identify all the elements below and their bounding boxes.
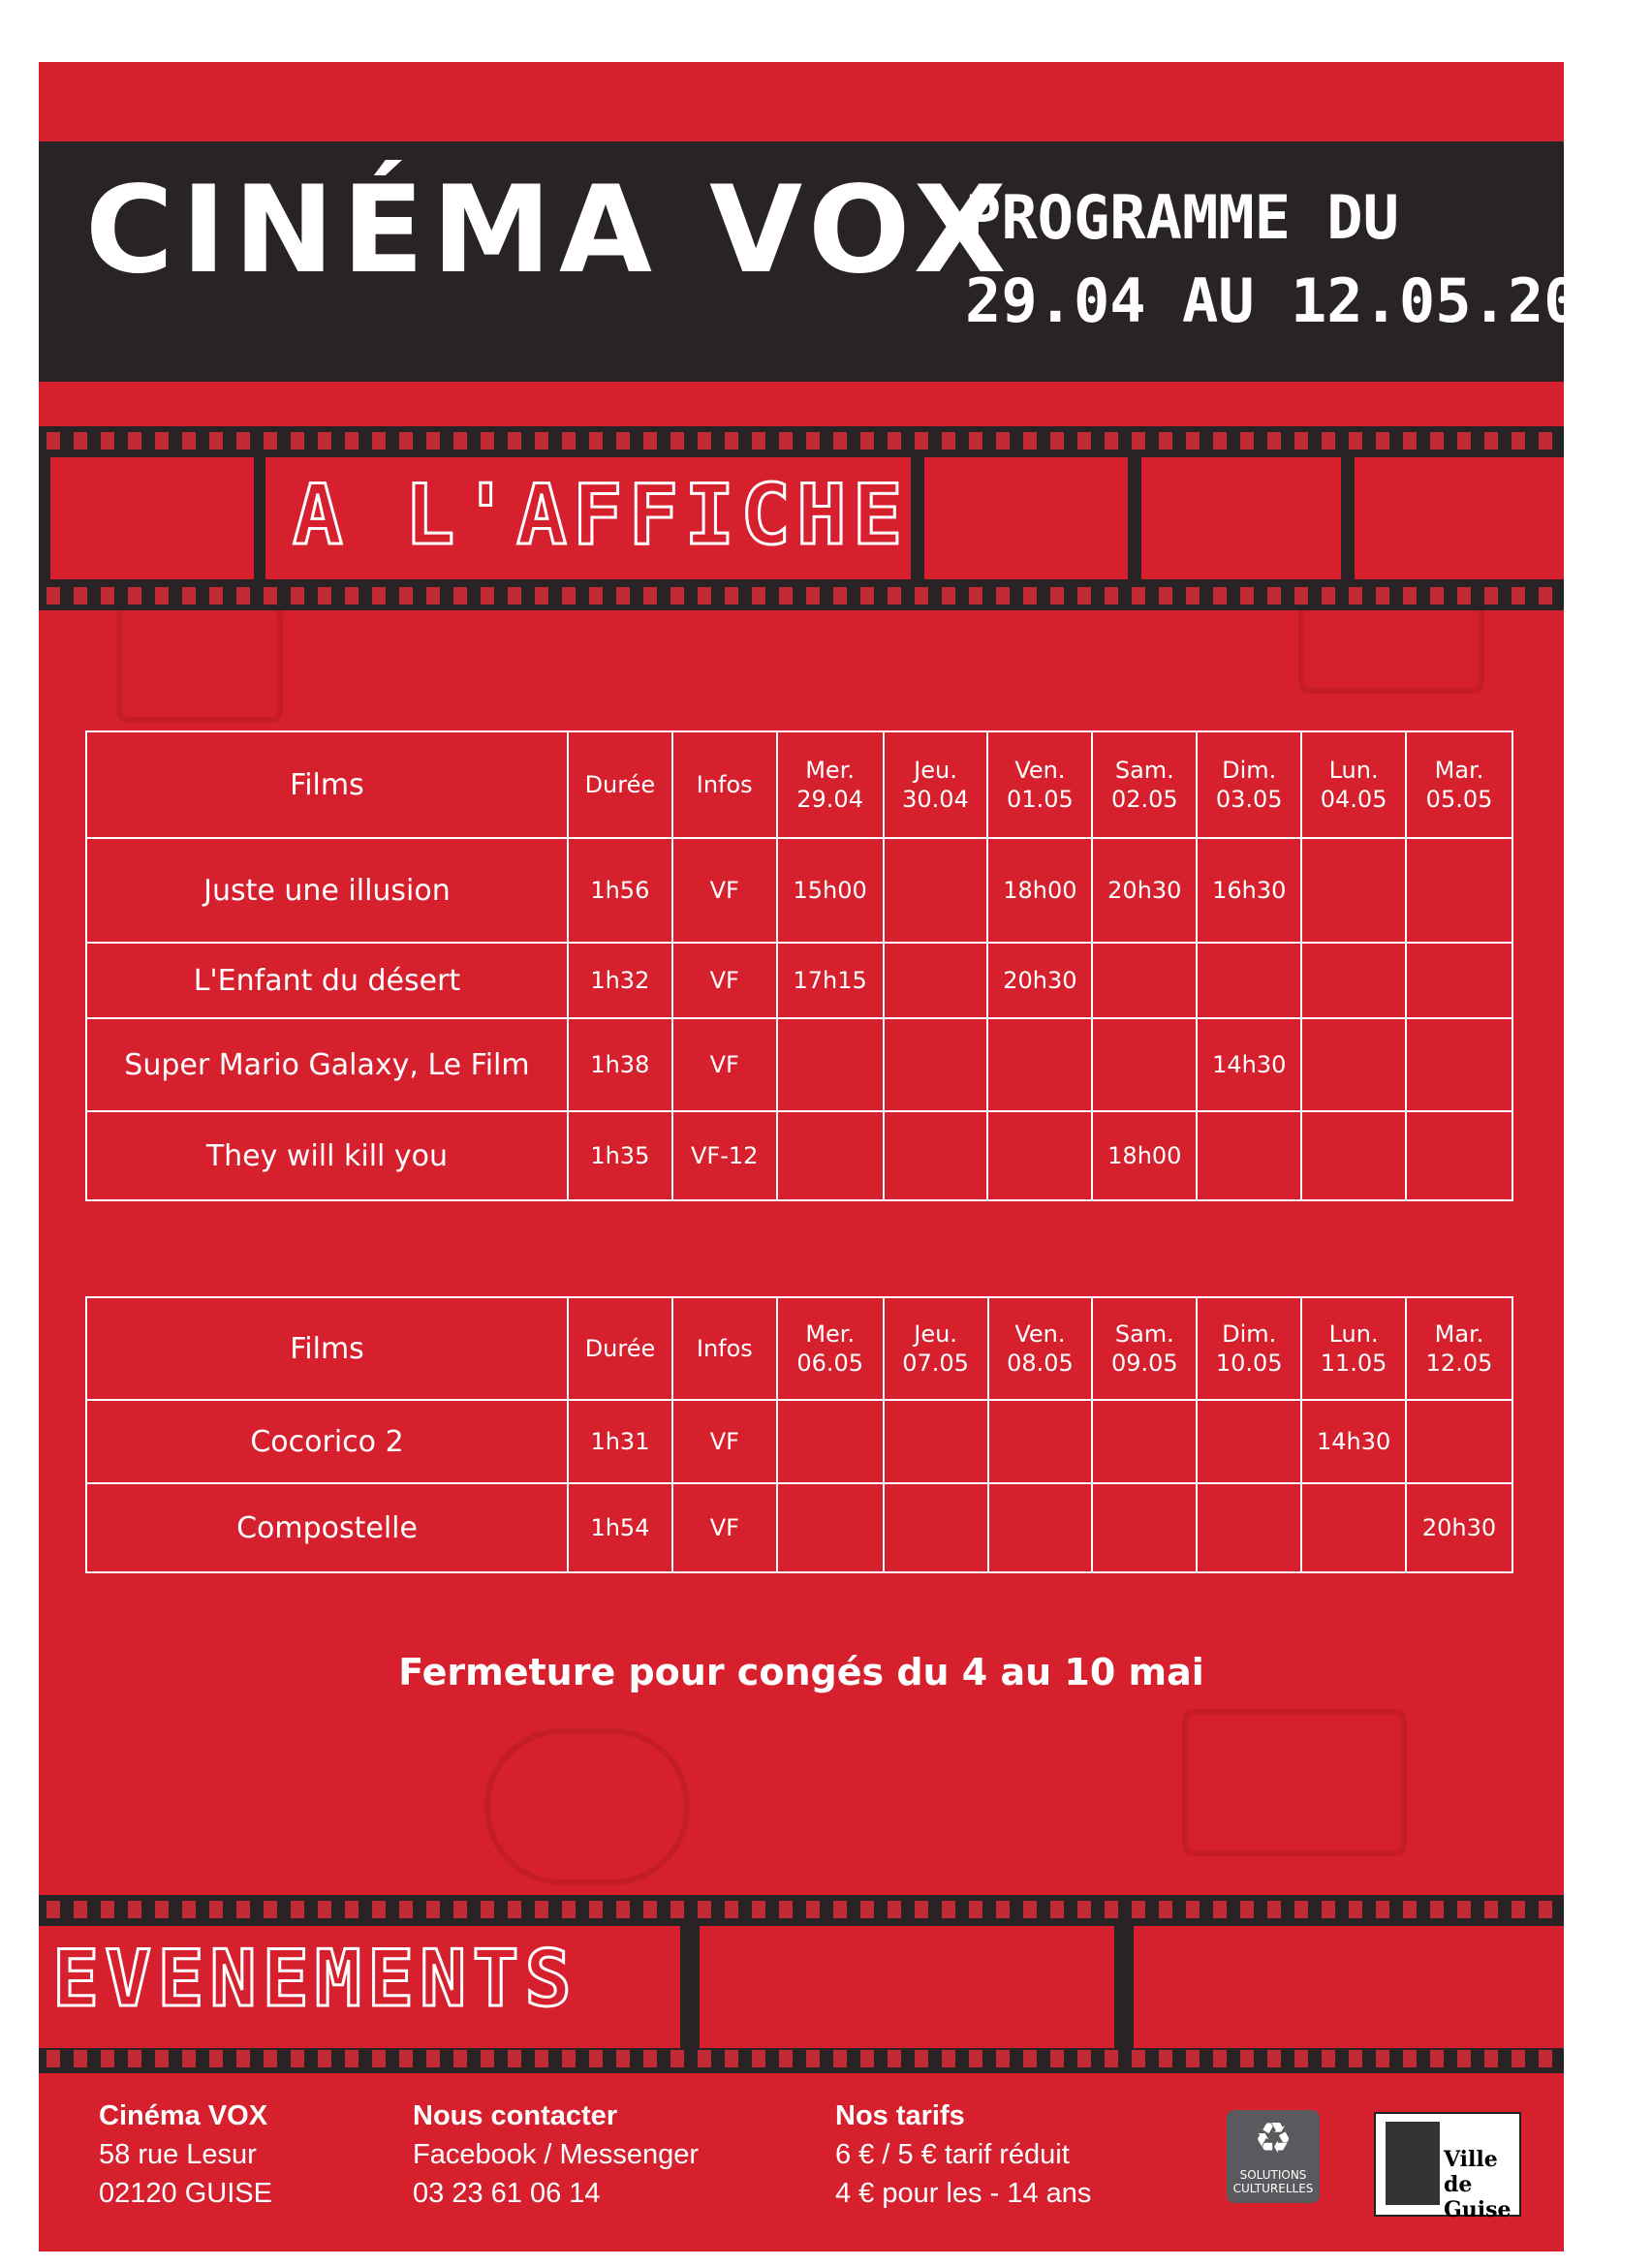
film-duration: 1h35 <box>568 1111 672 1200</box>
day-date: 06.05 <box>796 1350 864 1377</box>
header-infos: Infos <box>672 1297 777 1400</box>
showtime-cell <box>988 1483 1093 1572</box>
cinema-name: CINÉMA VOX <box>85 161 1014 300</box>
footer-contact <box>413 2096 699 2213</box>
day-name: Mar. <box>1434 757 1484 784</box>
header-day <box>1197 1297 1301 1400</box>
day-name: Mar. <box>1434 1320 1484 1348</box>
film-title: Juste une illusion <box>86 838 568 943</box>
logo-solutions-label: SOLUTIONS CULTURELLES <box>1232 2168 1314 2195</box>
header-duree: Durée <box>568 1297 672 1400</box>
showtime-cell <box>1197 943 1301 1018</box>
day-date: 09.05 <box>1110 1350 1178 1377</box>
programme-dates <box>965 176 1652 343</box>
showtime-cell <box>884 943 988 1018</box>
showtime-cell <box>884 838 988 943</box>
film-infos: VF <box>672 838 777 943</box>
showtime-cell <box>884 1018 988 1111</box>
header-day <box>777 1297 884 1400</box>
header-day <box>777 731 884 838</box>
film-title: Compostelle <box>86 1483 568 1572</box>
showtime-cell <box>987 1018 1092 1111</box>
closing-notice: Fermeture pour congés du 4 au 10 mai <box>398 1651 1204 1693</box>
strip-holes-bottom <box>39 2050 1564 2067</box>
header-day <box>1092 1297 1197 1400</box>
day-date: 02.05 <box>1110 786 1178 813</box>
film-title: L'Enfant du désert <box>86 943 568 1018</box>
showtime-cell <box>777 1400 884 1483</box>
showtime-cell <box>1092 1018 1197 1111</box>
header-day <box>1301 731 1406 838</box>
showtime-cell <box>884 1111 988 1200</box>
showtime-cell <box>884 1483 988 1572</box>
day-name: Jeu. <box>914 1320 957 1348</box>
showtime-cell <box>1301 1483 1406 1572</box>
header-films: Films <box>86 731 568 838</box>
footer-tarifs <box>835 2096 1091 2213</box>
film-duration: 1h56 <box>568 838 672 943</box>
day-date: 05.05 <box>1425 786 1493 813</box>
showtime-cell <box>1197 1483 1301 1572</box>
header-films: Films <box>86 1297 568 1400</box>
evenements-title: EVENEMENTS <box>52 1934 577 2024</box>
strip-holes-bottom <box>39 587 1564 605</box>
programme-line1: PROGRAMME DU <box>965 182 1399 253</box>
footer-tarifs-title: Nos tarifs <box>835 2100 965 2131</box>
day-name: Jeu. <box>914 757 957 784</box>
showtime-cell <box>1406 943 1512 1018</box>
strip-frame <box>700 1926 1114 2048</box>
table-row <box>86 838 1512 943</box>
header-day <box>1406 1297 1512 1400</box>
film-infos: VF <box>672 1400 777 1483</box>
header-day <box>1406 731 1512 838</box>
showtime-cell <box>777 1111 884 1200</box>
footer-tarifs-line2: 4 € pour les - 14 ans <box>835 2178 1092 2209</box>
film-title: They will kill you <box>86 1111 568 1200</box>
showtime-cell <box>1197 1400 1301 1483</box>
showtime-cell: 14h30 <box>1301 1400 1406 1483</box>
showtime-cell <box>777 1483 884 1572</box>
culture-icon: ♻ <box>1254 2114 1293 2163</box>
background-decoration <box>1182 1709 1407 1856</box>
showtime-cell <box>1406 838 1512 943</box>
background-decoration <box>484 1728 690 1885</box>
showtime-cell: 14h30 <box>1197 1018 1301 1111</box>
header-day <box>884 1297 988 1400</box>
showtime-cell <box>1197 1111 1301 1200</box>
programme-line2: 29.04 AU 12.05.2026 <box>965 265 1652 336</box>
showtime-cell: 20h30 <box>1406 1483 1512 1572</box>
showtime-cell <box>1301 943 1406 1018</box>
day-date: 29.04 <box>796 786 863 813</box>
day-date: 03.05 <box>1215 786 1283 813</box>
background-decoration <box>116 605 283 723</box>
showtime-cell: 18h00 <box>1092 1111 1197 1200</box>
header-day <box>1301 1297 1406 1400</box>
showtime-cell <box>987 1111 1092 1200</box>
header-infos: Infos <box>672 731 777 838</box>
day-name: Mer. <box>805 1320 856 1348</box>
film-title: Cocorico 2 <box>86 1400 568 1483</box>
day-name: Sam. <box>1114 1320 1174 1348</box>
affiche-title: A L'AFFICHE <box>293 467 909 564</box>
strip-holes-top <box>39 432 1564 450</box>
showtime-cell <box>777 1018 884 1111</box>
strip-frame <box>50 457 254 579</box>
day-date: 04.05 <box>1320 786 1387 813</box>
day-date: 01.05 <box>1007 786 1074 813</box>
film-infos: VF <box>672 1483 777 1572</box>
strip-frame <box>924 457 1128 579</box>
solutions-culturelles-logo <box>1227 2110 1320 2203</box>
table-row <box>86 1483 1512 1572</box>
logo-guise-label: Ville de Guise <box>1444 2147 1512 2222</box>
header-day <box>988 1297 1093 1400</box>
day-name: Mer. <box>805 757 855 784</box>
day-name: Dim. <box>1222 1320 1277 1348</box>
header-day <box>987 731 1092 838</box>
header-day <box>1197 731 1301 838</box>
strip-frame <box>1134 1926 1564 2048</box>
showtime-cell: 17h15 <box>777 943 884 1018</box>
day-date: 12.05 <box>1425 1350 1493 1377</box>
day-name: Sam. <box>1114 757 1174 784</box>
showtime-cell: 20h30 <box>987 943 1092 1018</box>
film-duration: 1h38 <box>568 1018 672 1111</box>
day-name: Ven. <box>1014 757 1066 784</box>
footer-address-line1: 58 rue Lesur <box>99 2139 257 2170</box>
film-title: Super Mario Galaxy, Le Film <box>86 1018 568 1111</box>
showtime-cell <box>988 1400 1093 1483</box>
film-infos: VF <box>672 1018 777 1111</box>
film-infos: VF <box>672 943 777 1018</box>
film-strip-affiche <box>39 426 1564 610</box>
table-row <box>86 1111 1512 1200</box>
day-date: 08.05 <box>1007 1350 1074 1377</box>
footer-address <box>99 2096 272 2213</box>
table-row <box>86 943 1512 1018</box>
table-row <box>86 1018 1512 1111</box>
day-name: Lun. <box>1328 1320 1379 1348</box>
film-strip-evenements <box>39 1895 1564 2073</box>
showtime-cell <box>1301 1111 1406 1200</box>
day-date: 07.05 <box>902 1350 969 1377</box>
footer-contact-line1: Facebook / Messenger <box>413 2139 699 2170</box>
footer-contact-title: Nous contacter <box>413 2100 618 2131</box>
footer-tarifs-line1: 6 € / 5 € tarif réduit <box>835 2139 1070 2170</box>
film-duration: 1h32 <box>568 943 672 1018</box>
showtime-cell <box>1406 1018 1512 1111</box>
showtime-cell <box>1092 1483 1197 1572</box>
film-infos: VF-12 <box>672 1111 777 1200</box>
header-duree: Durée <box>568 731 672 838</box>
film-duration: 1h54 <box>568 1483 672 1572</box>
poster <box>39 62 1652 2251</box>
table-header-row <box>86 1297 1512 1400</box>
showtime-cell <box>884 1400 988 1483</box>
showtime-cell: 18h00 <box>987 838 1092 943</box>
footer-address-line2: 02120 GUISE <box>99 2178 272 2209</box>
header-day <box>884 731 988 838</box>
header-day <box>1092 731 1197 838</box>
footer-contact-line2: 03 23 61 06 14 <box>413 2178 601 2209</box>
schedule-table-week1 <box>85 730 1513 1201</box>
day-name: Dim. <box>1222 757 1277 784</box>
film-duration: 1h31 <box>568 1400 672 1483</box>
strip-frame <box>1141 457 1341 579</box>
day-date: 11.05 <box>1320 1350 1387 1377</box>
table-header-row <box>86 731 1512 838</box>
showtime-cell <box>1406 1111 1512 1200</box>
showtime-cell: 15h00 <box>777 838 884 943</box>
showtime-cell <box>1406 1400 1512 1483</box>
day-date: 30.04 <box>902 786 969 813</box>
strip-holes-top <box>39 1901 1564 1918</box>
day-name: Lun. <box>1328 757 1379 784</box>
ville-de-guise-logo <box>1374 2112 1521 2222</box>
table-row <box>86 1400 1512 1483</box>
guise-emblem-icon <box>1386 2122 1440 2205</box>
day-date: 10.05 <box>1215 1350 1283 1377</box>
strip-frame <box>1355 457 1564 579</box>
showtime-cell <box>1301 1018 1406 1111</box>
showtime-cell: 16h30 <box>1197 838 1301 943</box>
schedule-table-week2 <box>85 1296 1513 1573</box>
showtime-cell: 20h30 <box>1092 838 1197 943</box>
day-name: Ven. <box>1014 1320 1066 1348</box>
showtime-cell <box>1092 943 1197 1018</box>
showtime-cell <box>1301 838 1406 943</box>
footer-address-title: Cinéma VOX <box>99 2100 268 2131</box>
showtime-cell <box>1092 1400 1197 1483</box>
